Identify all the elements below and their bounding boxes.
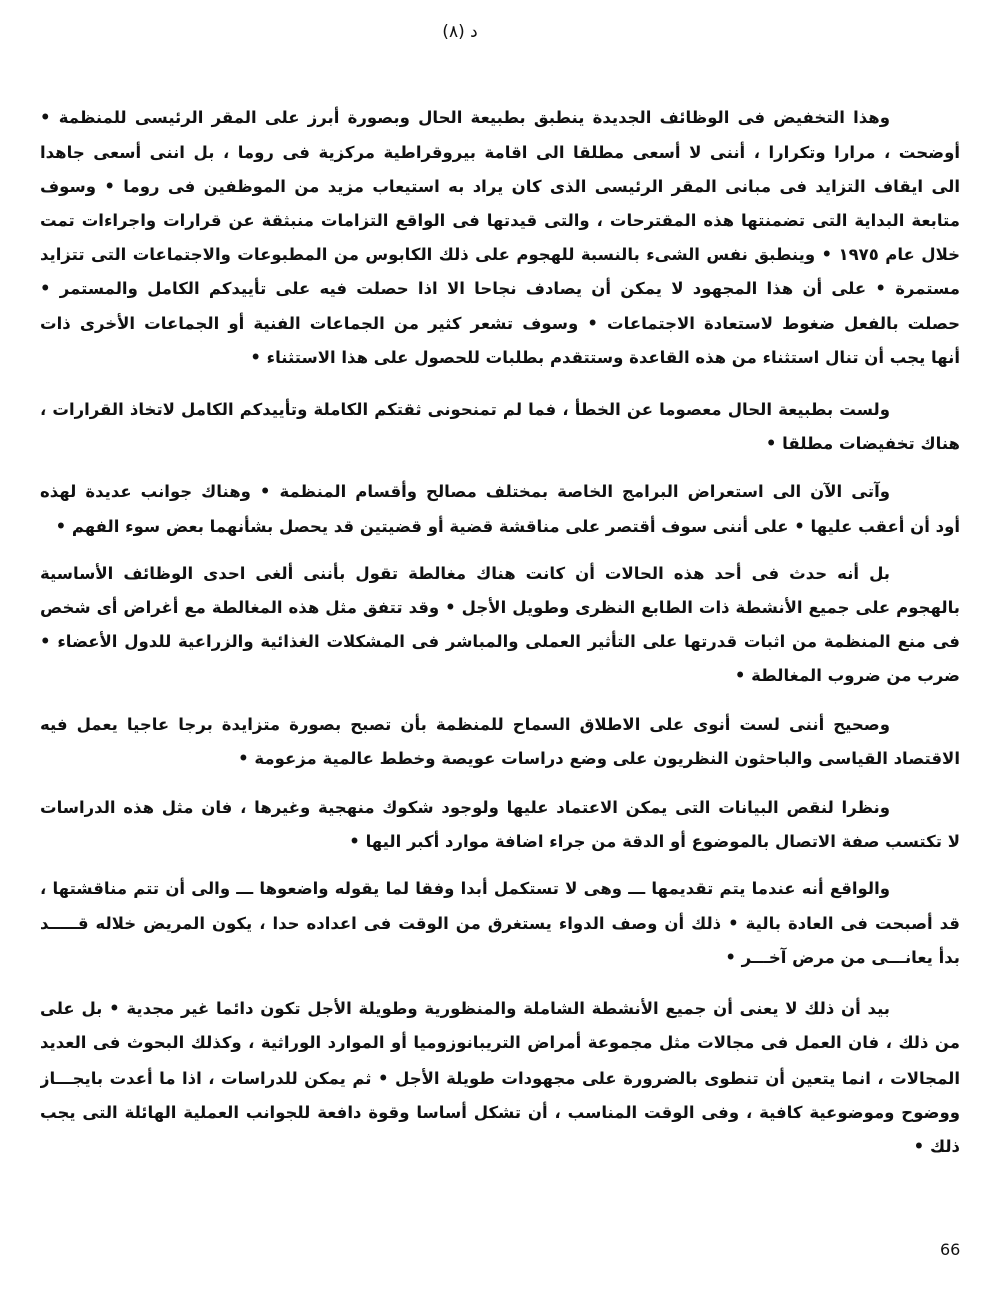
paragraph-6-line: لا تكتسب صفة الاتصال بالموضوع أو الدقة من جراء اضافة موارد أكبر اليها • [349, 832, 960, 851]
paragraph-1-line: حصلت بالفعل ضغوط لاستعادة الاجتماعات • وسوف تشعر كثير من الجماعات الفنية أو الجماعات الأخرى ذات [40, 314, 960, 333]
paragraph-1-line: خلال عام ١٩٧٥ • وينطبق نفس الشىء بالنسبة للهجوم على ذلك الكابوس من المطبوعات والاجتماعات التى تتزايد [40, 245, 960, 264]
paragraph-1-line: متابعة البداية التى تضمنتها هذه المقترحات ، والتى قيدتها فى الواقع التزامات منبثقة عن قرارات واجراءات تمت [40, 211, 960, 230]
paragraph-2-line: ولست بطبيعة الحال معصوما عن الخطأ ، فما لم تمنحونى ثقتكم الكاملة وتأييدكم الكامل لاتخاذ القرارات ، [40, 400, 890, 419]
paragraph-8-line: من ذلك ، فان العمل فى مجالات مثل مجموعة أمراض التريبانوزوميا أو الموارد الوراثية ، وكذلك البحوث فى العديد [40, 1033, 960, 1052]
paragraph-7-line: والواقع أنه عندما يتم تقديمها ـــ وهى لا تستكمل أبدا وفقا لما يقوله واضعوها ـــ والى أن تتم مناقشتها ، [40, 879, 890, 898]
paragraph-7-line: بدأ يعانـــى من مرض آخـــر • [725, 948, 960, 967]
page-header-number: د (٨) [442, 22, 478, 42]
paragraph-4-line: بل أنه حدث فى أحد هذه الحالات أن كانت هناك مغالطة تقول بأننى ألغى احدى الوظائف الأساسية [40, 564, 890, 583]
paragraph-7-line: قد أصبحت فى العادة بالية • ذلك أن وصف الدواء يستغرق من الوقت فى اعداده حدا ، يكون المريض خلاله قـــــد [40, 914, 960, 933]
paragraph-8-line: بيد أن ذلك لا يعنى أن جميع الأنشطة الشاملة والمنظورية وطويلة الأجل تكون دائما غير مجدية • بل على [40, 999, 890, 1018]
paragraph-1-line: أنها يجب أن تنال استثناء من هذه القاعدة وستتقدم بطلبات للحصول على هذا الاستثناء • [250, 348, 960, 367]
paragraph-1-line: أوضحت ، مرارا وتكرارا ، أننى لا أسعى مطلقا الى اقامة بيروقراطية مركزية فى روما ، بل اننى أسعى جاهدا [40, 143, 960, 162]
paragraph-8-line: المجالات ، انما يتعين أن تنطوى بالضرورة على مجهودات طويلة الأجل • ثم يمكن للدراسات ، اذا ما أعدت بايجـــاز [40, 1069, 960, 1088]
paragraph-4-line: بالهجوم على جميع الأنشطة ذات الطابع النظرى وطويل الأجل • وقد تتفق مثل هذه المغالطة مع أغراض أى شخص [40, 598, 960, 617]
page-number: 66 [940, 1240, 961, 1259]
paragraph-1-line: مستمرة • على أن هذا المجهود لا يمكن أن يصادف نجاحا الا اذا حصلت فيه على تأييدكم الكامل والمستمر • [40, 279, 960, 298]
paragraph-4-line: ضرب من ضروب المغالطة • [734, 666, 960, 685]
paragraph-1-line: الى ايقاف التزايد فى مبانى المقر الرئيسى الذى كان يراد به استيعاب مزيد من الموظفين فى روما • وسوف [40, 177, 960, 196]
paragraph-3-line: وآتى الآن الى استعراض البرامج الخاصة بمختلف مصالح وأقسام المنظمة • وهناك جوانب عديدة لهذه [40, 482, 890, 501]
paragraph-6-line: ونظرا لنقص البيانات التى يمكن الاعتماد عليها ولوجود شكوك منهجية وغيرها ، فان مثل هذه الدراسات [40, 798, 890, 817]
paragraph-2-line: هناك تخفيضات مطلقا • [765, 434, 960, 453]
paragraph-3-line: أود أن أعقب عليها • على أننى سوف أقتصر على مناقشة قضية أو قضيتين قد يحصل بشأنهما بعض سوء الفهم • [55, 517, 960, 536]
paragraph-8-line: ووضوح وموضوعية كافية ، وفى الوقت المناسب ، أن تشكل أساسا وقوة دافعة للجوانب العملية الهائلة التى يجب [40, 1103, 960, 1122]
paragraph-1-line: وهذا التخفيض فى الوظائف الجديدة ينطبق بطبيعة الحال وبصورة أبرز على المقر الرئيسى للمنظمة • [40, 108, 890, 127]
paragraph-5-line: وصحيح أننى لست أنوى على الاطلاق السماح للمنظمة بأن تصبح بصورة متزايدة برجا عاجيا يعمل فيه [40, 715, 890, 734]
paragraph-8-line: ذلك • [913, 1137, 960, 1156]
paragraph-5-line: الاقتصاد القياسى والباحثون النظريون على وضع دراسات عويصة وخطط عالمية مزعومة • [238, 749, 960, 768]
paragraph-4-line: فى منع المنظمة من اثبات قدرتها على التأثير العملى والمباشر فى المشكلات الغذائية والزراعية للدول الأعضاء • [40, 632, 960, 651]
